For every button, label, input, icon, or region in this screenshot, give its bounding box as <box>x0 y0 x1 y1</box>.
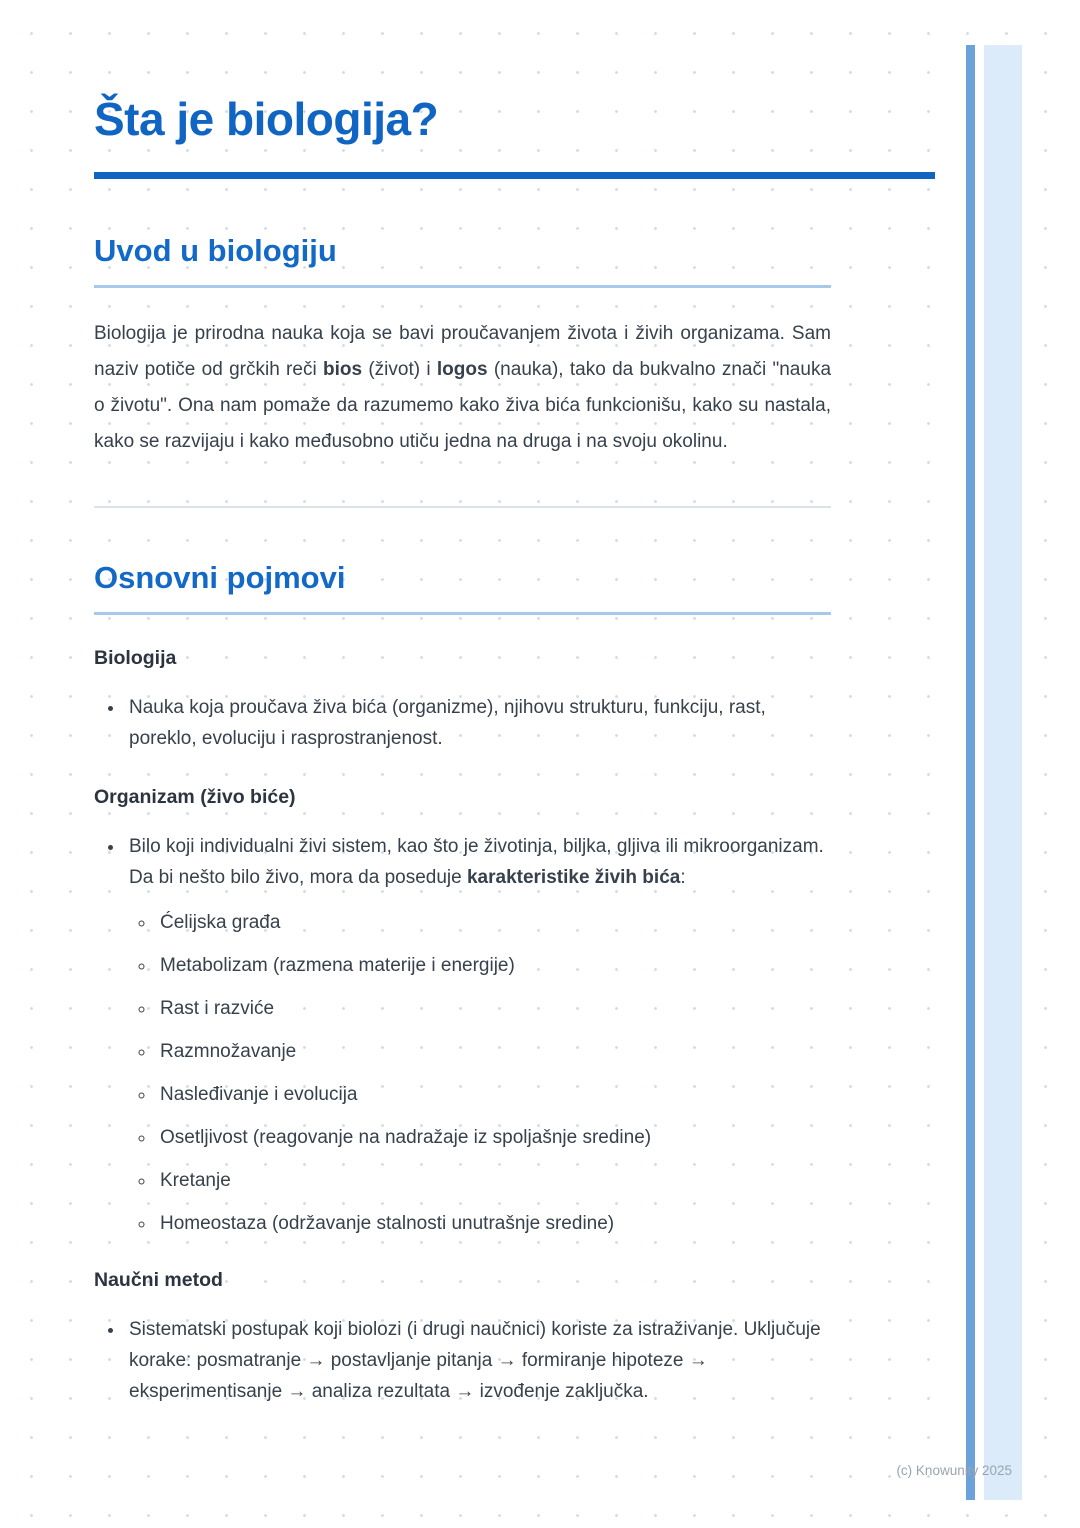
term-bullet-list <box>94 831 831 1237</box>
sub-list-item: ◦ Rast i razviće <box>156 995 831 1022</box>
page-edge-strip <box>966 45 975 1500</box>
page-title: Šta je biologija? <box>94 93 439 145</box>
sub-list-item: ◦ Nasleđivanje i evolucija <box>156 1081 831 1108</box>
intro-heading: Uvod u biologiju <box>94 233 831 288</box>
term-heading-biologija: Biologija <box>94 647 177 669</box>
footer-copyright: (c) Knowunity 2025 <box>896 1463 1012 1478</box>
sub-list-item: ◦ Razmnožavanje <box>156 1038 831 1065</box>
term-heading-organizam: Organizam (živo biće) <box>94 786 296 808</box>
title-rule <box>94 172 935 179</box>
sub-list-item: ◦ Osetljivost (reagovanje na nadražaje iz spoljašnje sredine) <box>156 1124 831 1151</box>
list-item: • Nauka koja proučava živa bića (organizme), njihovu strukturu, funkciju, rast, poreklo, evoluciju i rasprostranjenost. <box>125 692 831 754</box>
sub-list-item: ◦ Homeostaza (održavanje stalnosti unutrašnje sredine) <box>156 1210 831 1237</box>
section-concepts <box>94 560 831 1407</box>
list-item <box>125 831 831 1237</box>
sub-list-item: ◦ Kretanje <box>156 1167 831 1194</box>
document-content <box>94 92 831 1407</box>
page-edge-band <box>984 45 1022 1500</box>
sub-list-item: ◦ Ćelijska građa <box>156 909 831 936</box>
list-item-text: Bilo koji individualni živi sistem, kao što je životinja, biljka, gljiva ili mikroorganizam. Da bi nešto bilo živo, mora da poseduje karakteristike živih bića: <box>129 836 824 888</box>
sub-list-item: ◦ Metabolizam (razmena materije i energije) <box>156 952 831 979</box>
term-bullet-list <box>94 1314 831 1407</box>
term-bullet-list <box>94 692 831 754</box>
section-intro <box>94 233 831 460</box>
section-divider <box>94 506 831 508</box>
list-item: • Sistematski postupak koji biolozi (i drugi naučnici) koriste za istraživanje. Uključuje korake: posmatranje → postavljanje pitanja → formiranje hipoteze → eksperimentisanje → analiza rezultata → izvođenje zaključka. <box>125 1314 831 1407</box>
intro-paragraph: Biologija je prirodna nauka koja se bavi proučavanjem života i živih organizama. Sam naziv potiče od grčkih reči bios (život) i logos (nauka), tako da bukvalno znači "nauka o životu". Ona nam pomaže da razumemo kako živa bića funkcionišu, kako su nastala, kako se razvijaju i kako međusobno utiču jedna na druga i na svoju okolinu. <box>94 323 832 452</box>
characteristics-sub-list <box>129 909 831 1237</box>
term-heading-naucni-metod: Naučni metod <box>94 1269 223 1291</box>
concepts-heading: Osnovni pojmovi <box>94 560 831 615</box>
